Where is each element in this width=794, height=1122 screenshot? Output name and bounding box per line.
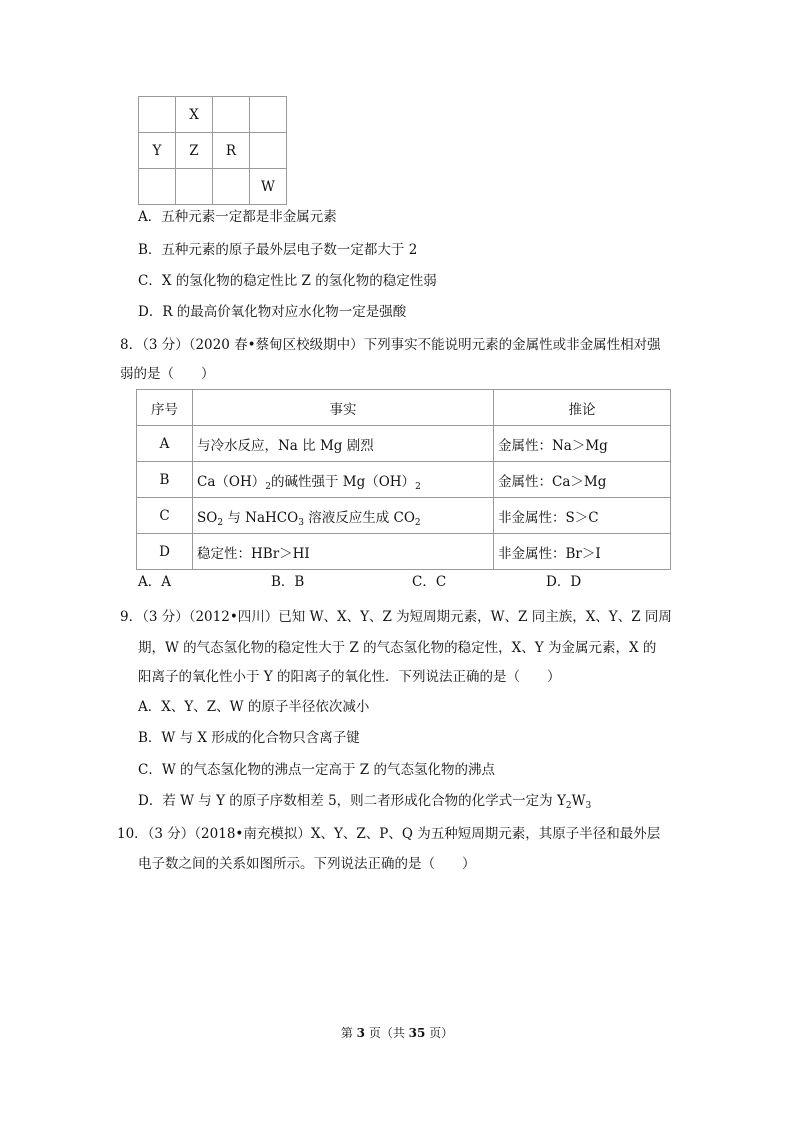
row-fact: 与冷水反应，Na 比 Mg 剧烈 — [193, 426, 494, 462]
table-row — [137, 462, 671, 498]
row-fact — [193, 498, 494, 534]
header-conclusion: 推论 — [494, 390, 671, 426]
subscript: 3 — [298, 517, 304, 528]
row-id: A — [137, 426, 193, 462]
q9-stem-line1: 9．（3 分）（2012•四川）已知 W、X、Y、Z 为短周期元素，W、Z 同主族，X、Y、Z 同周 — [120, 609, 672, 625]
page-footer — [0, 1024, 794, 1041]
grid-row — [139, 169, 287, 205]
grid-cell: Y — [139, 133, 176, 169]
header-number: 序号 — [137, 390, 193, 426]
q7-option-a: A．五种元素一定都是非金属元素 — [138, 209, 337, 225]
option-text: W — [571, 793, 586, 809]
element-position-grid — [138, 96, 287, 205]
footer-middle: 页（共 — [365, 1026, 409, 1040]
q9-stem-line3: 阳离子的氧化性小于 Y 的阳离子的氧化性．下列说法正确的是（ ） — [138, 669, 561, 685]
q8-option-b: B．B — [271, 574, 305, 590]
footer-total-pages: 35 — [408, 1026, 426, 1040]
subscript: 2 — [415, 481, 421, 492]
row-conclusion: 非金属性：S＞C — [494, 498, 671, 534]
header-fact: 事实 — [193, 390, 494, 426]
q8-stem-line1: 8．（3 分）（2020 春•蔡甸区校级期中）下列事实不能说明元素的金属性或非金属性相对强 — [120, 337, 661, 353]
grid-row — [139, 133, 287, 169]
q10-stem-line1: 10．（3 分）（2018•南充模拟）X、Y、Z、P、Q 为五种短周期元素，其原子半径和最外层 — [117, 826, 661, 842]
row-fact: 稳定性：HBr＞HI — [193, 534, 494, 570]
footer-page-number: 3 — [356, 1026, 365, 1040]
grid-cell — [213, 169, 250, 205]
q7-option-b: B．五种元素的原子最外层电子数一定都大于 2 — [138, 242, 418, 258]
facts-table — [136, 389, 671, 570]
subscript: 2 — [565, 801, 572, 811]
row-conclusion: 金属性：Na＞Mg — [494, 426, 671, 462]
q9-option-c: C．W 的气态氢化物的沸点一定高于 Z 的气态氢化物的沸点 — [138, 762, 495, 778]
option-text: D．若 W 与 Y 的原子序数相差 5，则二者形成化合物的化学式一定为 Y — [138, 793, 566, 809]
grid-cell: R — [213, 133, 250, 169]
grid-cell — [176, 169, 213, 205]
subscript: 3 — [585, 801, 592, 811]
footer-prefix: 第 — [340, 1026, 357, 1040]
row-conclusion: 金属性：Ca＞Mg — [494, 462, 671, 498]
fact-text: Ca（OH） — [197, 473, 266, 490]
grid-cell: W — [250, 169, 287, 205]
grid-cell: X — [176, 97, 213, 133]
fact-text: 与 NaHCO — [223, 509, 299, 526]
grid-cell: Z — [176, 133, 213, 169]
row-id: D — [137, 534, 193, 570]
grid-cell — [213, 97, 250, 133]
row-id: B — [137, 462, 193, 498]
q7-option-d: D．R 的最高价氧化物对应水化物一定是强酸 — [138, 304, 407, 320]
q8-option-d: D．D — [546, 574, 582, 590]
q9-option-a: A．X、Y、Z、W 的原子半径依次减小 — [138, 699, 370, 715]
subscript: 2 — [217, 517, 224, 528]
q9-option-d — [138, 791, 591, 811]
q10-stem-line2: 电子数之间的关系如图所示。下列说法正确的是（ ） — [138, 856, 476, 872]
subscript: 2 — [265, 481, 271, 492]
grid-row — [139, 97, 287, 133]
table-row — [137, 498, 671, 534]
q7-option-c: C．X 的氢化物的稳定性比 Z 的氢化物的稳定性弱 — [138, 273, 437, 289]
footer-suffix: 页） — [425, 1026, 454, 1040]
row-conclusion: 非金属性：Br＞I — [494, 534, 671, 570]
row-id: C — [137, 498, 193, 534]
q8-stem-line2: 弱的是（ ） — [120, 366, 215, 382]
q9-option-b: B．W 与 X 形成的化合物只含离子键 — [138, 730, 360, 746]
fact-text: 的碱性强于 Mg（OH） — [270, 473, 416, 490]
subscript: 2 — [414, 517, 421, 528]
q8-option-c: C．C — [412, 574, 447, 590]
grid-cell — [250, 133, 287, 169]
table-row — [137, 426, 671, 462]
grid-cell — [250, 97, 287, 133]
grid-cell — [139, 169, 176, 205]
table-row — [137, 534, 671, 570]
fact-text: SO — [197, 509, 218, 526]
q8-option-a: A．A — [138, 574, 171, 590]
row-fact — [193, 462, 494, 498]
table-header-row — [137, 390, 671, 426]
fact-text: 溶液反应生成 CO — [303, 509, 415, 526]
q9-stem-line2: 期，W 的气态氢化物的稳定性大于 Z 的气态氢化物的稳定性，X、Y 为金属元素，X 的 — [138, 640, 657, 656]
grid-cell — [139, 97, 176, 133]
